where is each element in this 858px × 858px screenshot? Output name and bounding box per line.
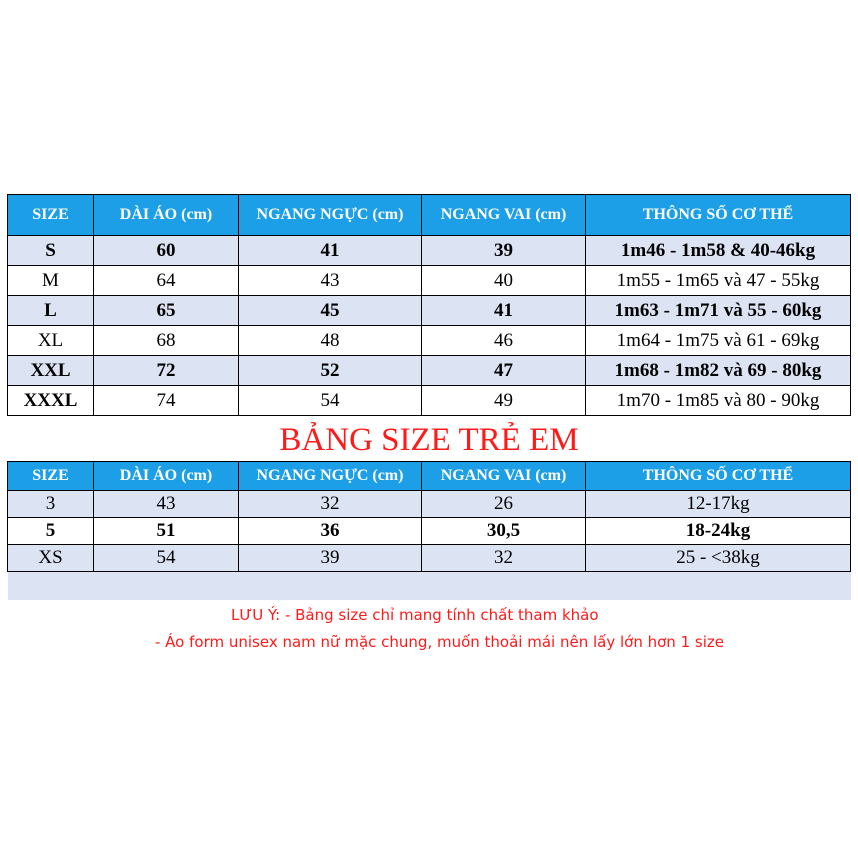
header-body: THÔNG SỐ CƠ THỂ (586, 462, 851, 491)
cell-chest: 48 (239, 326, 422, 356)
cell-body: 1m46 - 1m58 & 40-46kg (586, 236, 851, 266)
cell-shoulder: 41 (422, 296, 586, 326)
table-row (8, 386, 851, 416)
cell-body: 1m70 - 1m85 và 80 - 90kg (586, 386, 851, 416)
cell-shoulder: 30,5 (422, 518, 586, 545)
cell-size: 3 (8, 491, 94, 518)
table-row (8, 236, 851, 266)
cell-body: 1m68 - 1m82 và 69 - 80kg (586, 356, 851, 386)
cell-length: 51 (94, 518, 239, 545)
table-row (8, 545, 851, 572)
cell-chest: 39 (239, 545, 422, 572)
header-size: SIZE (8, 462, 94, 491)
cell-chest: 45 (239, 296, 422, 326)
cell-size: XXL (8, 356, 94, 386)
cell-length: 74 (94, 386, 239, 416)
note-disclaimer: LƯU Ý: - Bảng size chỉ mang tính chất tham khảo (231, 606, 599, 624)
header-size: SIZE (8, 195, 94, 236)
header-length: DÀI ÁO (cm) (94, 195, 239, 236)
cell-body: 1m64 - 1m75 và 61 - 69kg (586, 326, 851, 356)
cell-size: XL (8, 326, 94, 356)
cell-length: 68 (94, 326, 239, 356)
header-shoulder: NGANG VAI (cm) (422, 462, 586, 491)
cell-body: 1m55 - 1m65 và 47 - 55kg (586, 266, 851, 296)
cell-body: 1m63 - 1m71 và 55 - 60kg (586, 296, 851, 326)
table-row (8, 491, 851, 518)
cell-shoulder: 39 (422, 236, 586, 266)
empty-cell (8, 572, 851, 601)
cell-length: 60 (94, 236, 239, 266)
cell-length: 65 (94, 296, 239, 326)
cell-chest: 52 (239, 356, 422, 386)
kids-size-title: BẢNG SIZE TRẺ EM (279, 422, 579, 458)
header-chest: NGANG NGỰC (cm) (239, 195, 422, 236)
table-row (8, 356, 851, 386)
empty-row (8, 572, 851, 601)
cell-shoulder: 46 (422, 326, 586, 356)
header-body: THÔNG SỐ CƠ THỂ (586, 195, 851, 236)
cell-chest: 32 (239, 491, 422, 518)
table-header-row (8, 462, 851, 491)
kids-size-table (7, 461, 851, 600)
cell-body: 12-17kg (586, 491, 851, 518)
cell-shoulder: 47 (422, 356, 586, 386)
cell-size: S (8, 236, 94, 266)
adult-size-table (7, 194, 851, 416)
table-header-row (8, 195, 851, 236)
cell-chest: 36 (239, 518, 422, 545)
cell-shoulder: 49 (422, 386, 586, 416)
table-row (8, 518, 851, 545)
cell-shoulder: 40 (422, 266, 586, 296)
cell-length: 54 (94, 545, 239, 572)
cell-shoulder: 26 (422, 491, 586, 518)
cell-size: XXXL (8, 386, 94, 416)
cell-size: 5 (8, 518, 94, 545)
cell-chest: 43 (239, 266, 422, 296)
cell-length: 64 (94, 266, 239, 296)
cell-size: L (8, 296, 94, 326)
header-length: DÀI ÁO (cm) (94, 462, 239, 491)
header-shoulder: NGANG VAI (cm) (422, 195, 586, 236)
cell-size: XS (8, 545, 94, 572)
table-row (8, 296, 851, 326)
cell-length: 43 (94, 491, 239, 518)
note-unisex: - Áo form unisex nam nữ mặc chung, muốn thoải mái nên lấy lớn hơn 1 size (155, 633, 724, 651)
table-row (8, 266, 851, 296)
table-row (8, 326, 851, 356)
cell-chest: 41 (239, 236, 422, 266)
cell-size: M (8, 266, 94, 296)
cell-length: 72 (94, 356, 239, 386)
cell-shoulder: 32 (422, 545, 586, 572)
cell-body: 25 - <38kg (586, 545, 851, 572)
header-chest: NGANG NGỰC (cm) (239, 462, 422, 491)
cell-chest: 54 (239, 386, 422, 416)
cell-body: 18-24kg (586, 518, 851, 545)
